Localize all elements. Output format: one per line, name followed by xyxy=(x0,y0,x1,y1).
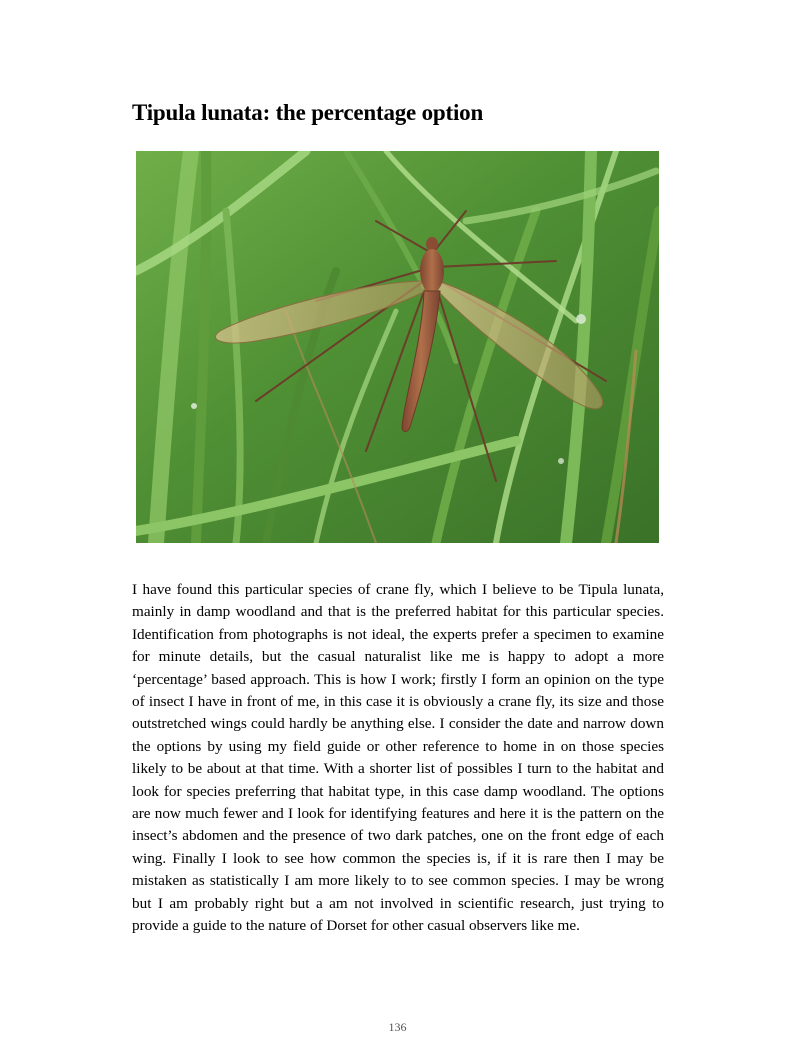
page-title: Tipula lunata: the percentage option xyxy=(132,100,484,125)
article-body: I have found this particular species of crane fly, which I believe to be Tipula lunata, mainly in damp woodland and that is the preferred habitat for this particular species. Identification from photographs is not ideal, the experts prefer a specimen to examine for minute details, but the casual naturalist like me is happy to adopt a more ‘percentage’ based approach. This is how I work; firstly I form an opinion on the type of insect I have in front of me, in this case it is obviously a crane fly, its size and those outstretched wings could hardly be anything else. I consider the date and narrow down the options by using my field guide or other reference to home in on those species likely to be about at that time. With a shorter list of possibles I turn to the habitat and look for species preferring that habitat type, in this case damp woodland. The options are now much fewer and I look for identifying features and here it is the pattern on the insect’s abdomen and the presence of two dark patches, one on the front edge of each wing. Finally I look to see how common the species is, if it is rare then I may be mistaken as statistically I am more likely to to see common species. I may be wrong but I am probably right but a am not involved in scientific research, just trying to provide a guide to the nature of Dorset for other casual observers like me. xyxy=(132,581,664,935)
crane-fly-photo xyxy=(136,151,659,543)
page-number: 136 xyxy=(388,1020,407,1034)
